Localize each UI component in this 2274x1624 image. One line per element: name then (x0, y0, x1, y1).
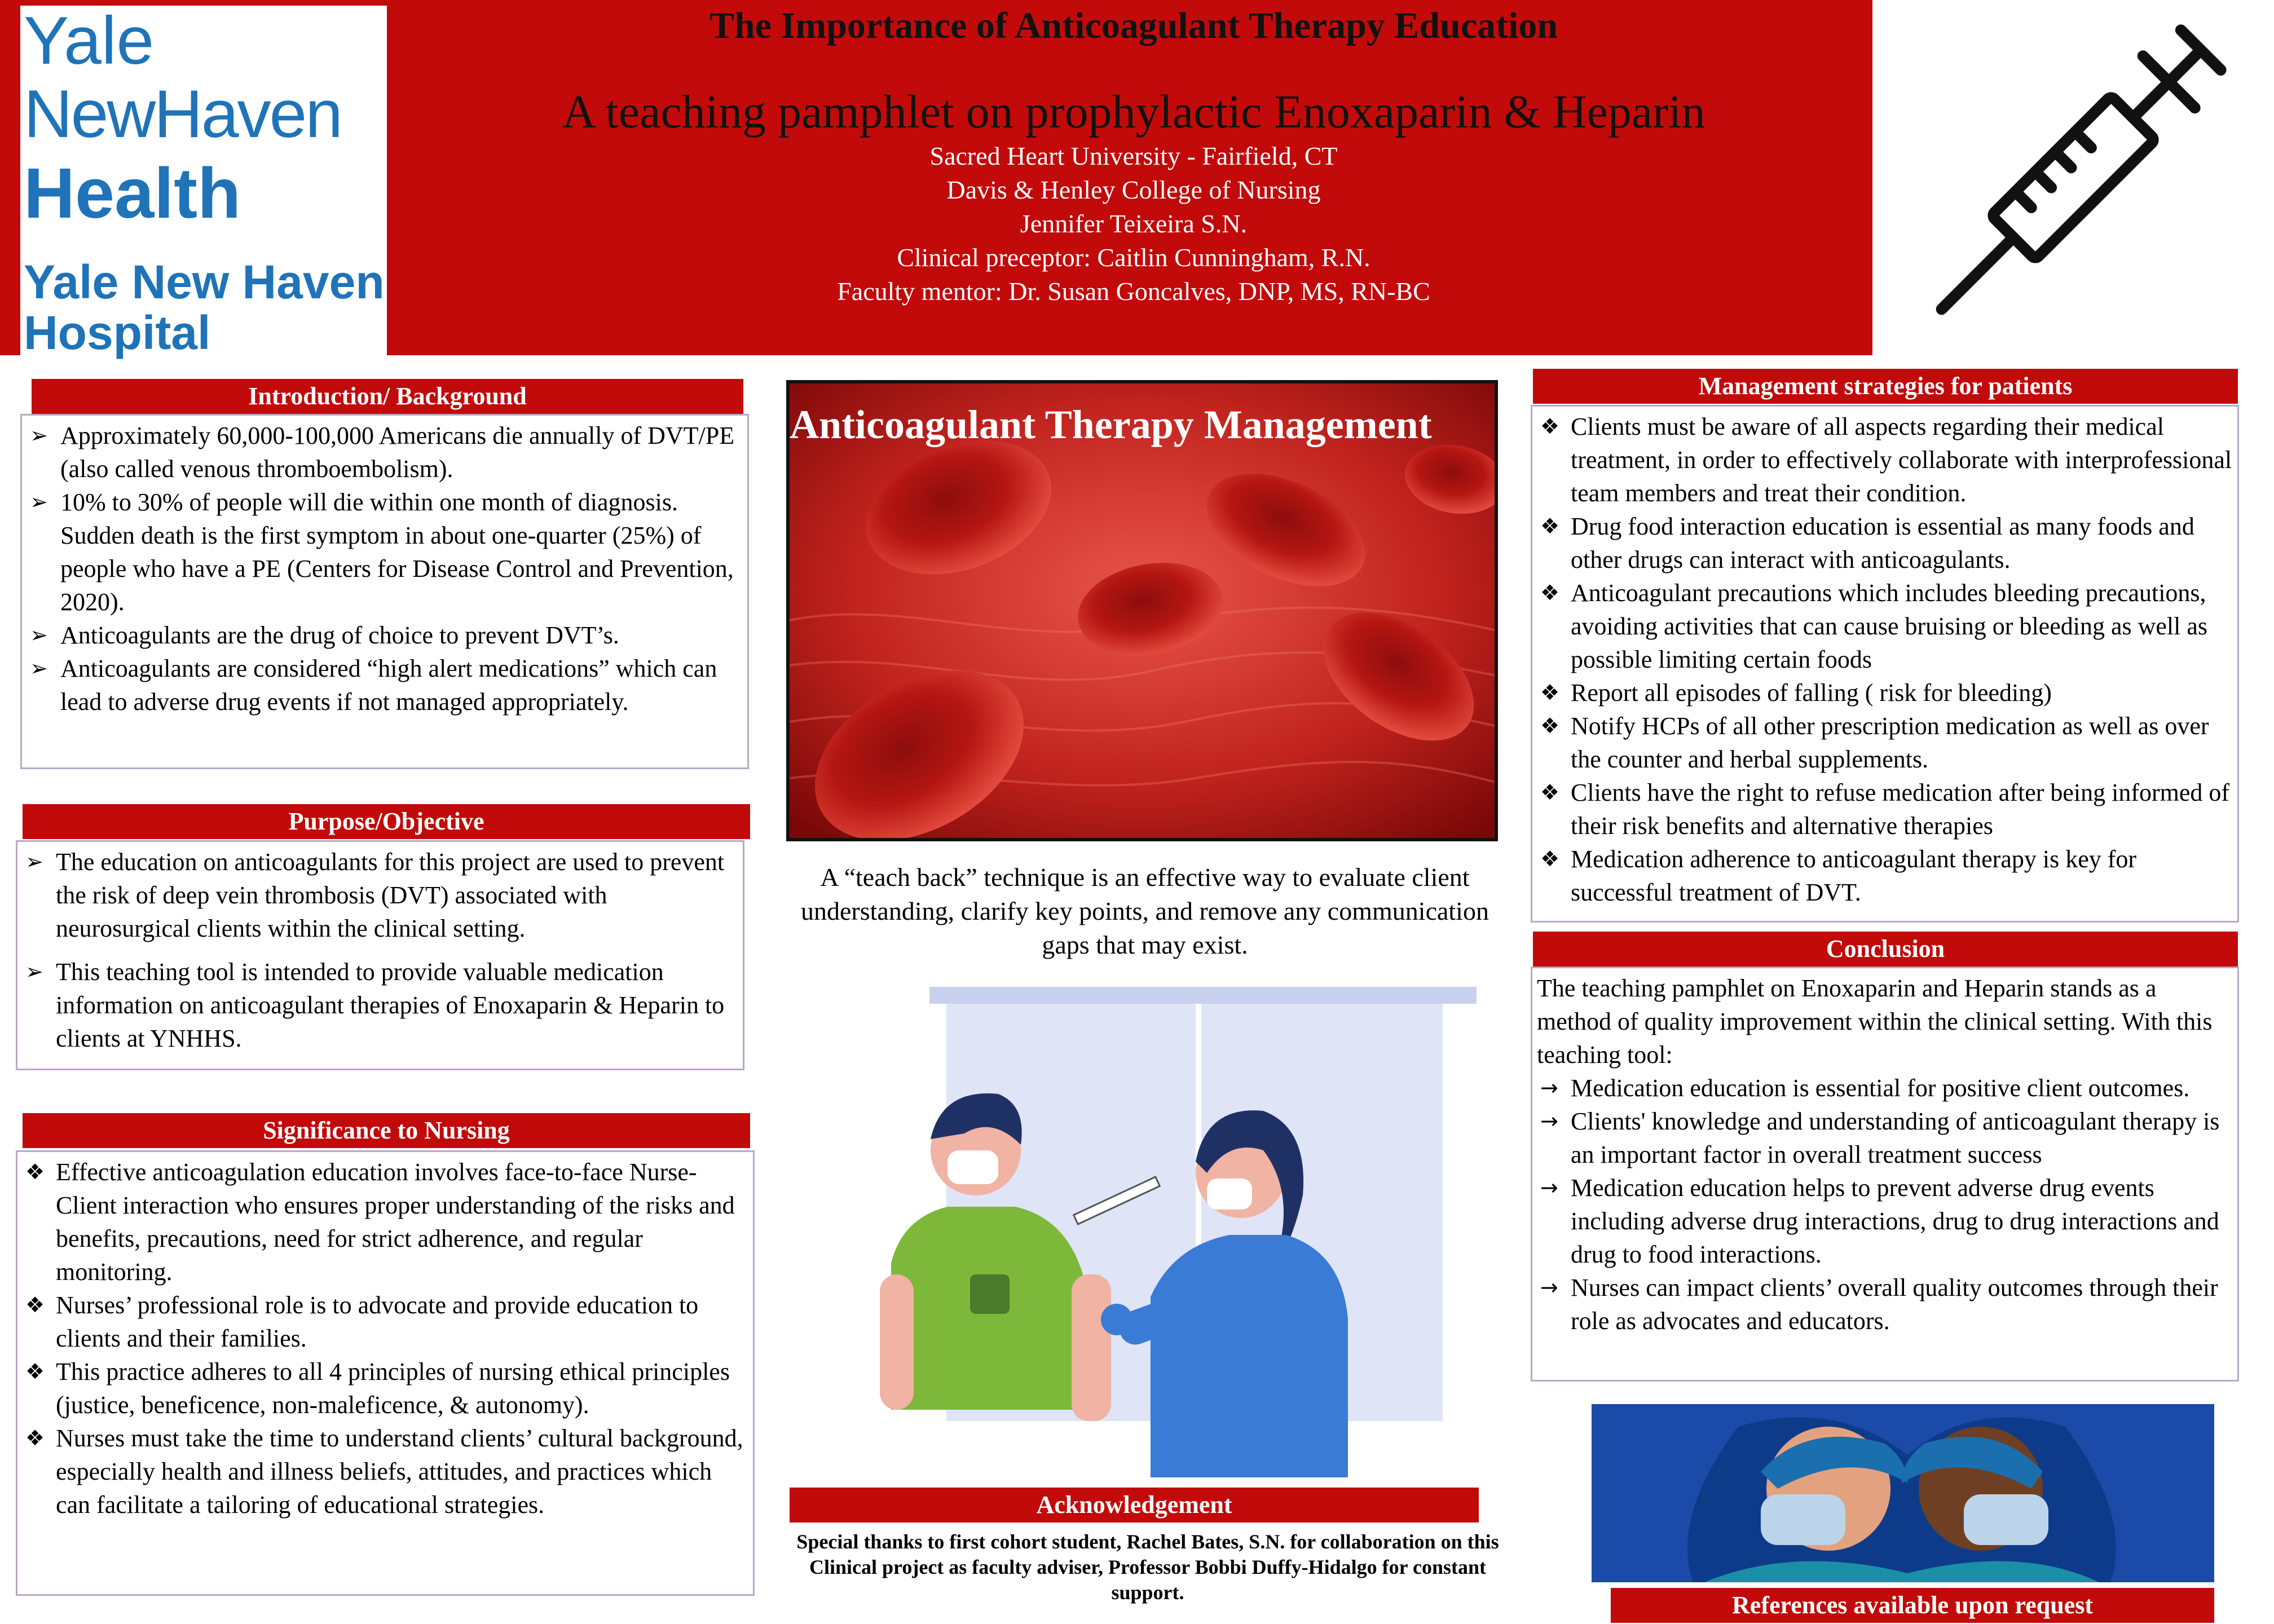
arrow-bullet-icon: ➢ (30, 656, 48, 681)
diamond-bullet-icon: ❖ (1540, 780, 1560, 805)
list-item: ❖ Effective anticoagulation education involves face-to-face Nurse-Client interaction who ensures proper understanding of the risks and benefits, precautions, need for strict adherence, and regular monitoring. (22, 1155, 748, 1288)
arrow-bullet-icon: ➢ (30, 623, 48, 647)
conclusion-box (1531, 967, 2239, 1382)
logo-line: Yale New Haven (24, 255, 385, 308)
acknowledgement-text: Special thanks to first cohort student, Rachel Bates, S.N. for collaboration on this Clinical project as faculty adviser, Professor Bobbi Duffy-Hidalgo for constant support. (796, 1530, 1499, 1604)
purpose-box (16, 840, 744, 1070)
list-item: ➢ Anticoagulants are the drug of choice to prevent DVT’s. (27, 619, 743, 652)
list-item: ❖ Notify HCPs of all other prescription medication as well as over the counter and herbal supplements. (1537, 709, 2233, 776)
list-item: ❖ Clients must be aware of all aspects regarding their medical treatment, in order to effectively collaborate with interprofessional team members and treat their condition. (1537, 410, 2233, 510)
affiliation-line: Jennifer Teixeira S.N. (1020, 209, 1248, 238)
list-item: ❖ Nurses must take the time to understand clients’ cultural background, especially health and illness beliefs, attitudes, and practices which can facilitate a tailoring of educational strategies. (22, 1422, 748, 1521)
list-item: ➢ The education on anticoagulants for this project are used to prevent the risk of deep vein thrombosis (DVT) associated with neurosurgical clients within the clinical setting. (22, 845, 738, 945)
management-heading: Management strategies for patients (1533, 369, 2238, 404)
right-arrow-icon: → (1540, 1275, 1558, 1300)
diamond-bullet-icon: ❖ (25, 1359, 45, 1384)
arrow-bullet-icon: ➢ (30, 423, 48, 448)
list-item: ❖ Clients have the right to refuse medication after being informed of their risk benefits and alternative therapies (1537, 776, 2233, 842)
diamond-bullet-icon: ❖ (1540, 846, 1560, 871)
management-box (1531, 405, 2239, 923)
diamond-bullet-icon: ❖ (1540, 680, 1560, 705)
diamond-bullet-icon: ❖ (1540, 580, 1560, 605)
affiliation-line: Davis & Henley College of Nursing (946, 175, 1321, 204)
list-item: ❖ Anticoagulant precautions which includes bleeding precautions, avoiding activities that can cause bruising or bleeding as well as possible limiting certain foods (1537, 576, 2233, 676)
syringe-panel (1872, 0, 2274, 355)
list-item: → Medication education helps to prevent adverse drug events including adverse drug interactions, drug to drug interactions and drug to food interactions. (1537, 1171, 2233, 1271)
conclusion-heading: Conclusion (1533, 932, 2238, 967)
poster-title: The Importance of Anticoagulant Therapy Education (709, 5, 1558, 46)
list-item: ❖ Drug food interaction education is essential as many foods and other drugs can interact with anticoagulants. (1537, 510, 2233, 576)
logo-line: NewHaven (24, 76, 341, 152)
diamond-bullet-icon: ❖ (25, 1426, 45, 1450)
affiliation-line: Sacred Heart University - Fairfield, CT (929, 142, 1338, 170)
diamond-bullet-icon: ❖ (25, 1159, 45, 1184)
list-item: ❖ Medication adherence to anticoagulant therapy is key for successful treatment of DVT. (1537, 842, 2233, 909)
diamond-bullet-icon: ❖ (25, 1292, 45, 1317)
affiliation-line: Clinical preceptor: Caitlin Cunningham, R.N. (897, 243, 1370, 272)
diamond-bullet-icon: ❖ (1540, 414, 1560, 439)
logo-line: Yale (24, 3, 155, 78)
list-item: → Medication education is essential for positive client outcomes. (1537, 1071, 2233, 1105)
syringe-icon (1872, 0, 2274, 355)
poster-subtitle: A teaching pamphlet on prophylactic Enoxaparin & Heparin (562, 86, 1706, 138)
healthcare-workers-image (1592, 1404, 2214, 1582)
conclusion-intro: The teaching pamphlet on Enoxaparin and Heparin stands as a method of quality improvement within the clinical setting. With this teaching tool: (1537, 974, 2213, 1069)
blood-cells-image (786, 380, 1498, 841)
list-item: ➢ 10% to 30% of people will die within one month of diagnosis. Sudden death is the first symptom in about one-quarter (25%) of people who have a PE (Centers for Disease Control and Prevention, 2020). (27, 486, 743, 619)
purpose-heading: Purpose/Objective (23, 804, 750, 839)
arrow-bullet-icon: ➢ (30, 489, 48, 514)
right-arrow-icon: → (1540, 1175, 1558, 1200)
list-item: ❖ This practice adheres to all 4 principles of nursing ethical principles (justice, beneficence, non-maleficence, & autonomy). (22, 1355, 748, 1422)
yale-logo (20, 3, 387, 359)
affiliation-line: Faculty mentor: Dr. Susan Goncalves, DNP, MS, RN-BC (837, 277, 1430, 306)
list-item: ❖ Report all episodes of falling ( risk for bleeding) (1537, 676, 2233, 709)
arrow-bullet-icon: ➢ (25, 959, 43, 984)
diamond-bullet-icon: ❖ (1540, 713, 1560, 738)
teach-back-text: A “teach back” technique is an effective way to evaluate client understanding, clarify key points, and remove any communication gaps that may exist. (801, 863, 1489, 959)
significance-box (16, 1150, 755, 1596)
diamond-bullet-icon: ❖ (1540, 514, 1560, 539)
blood-cells-illustration (790, 383, 1498, 841)
right-arrow-icon: → (1540, 1075, 1558, 1100)
list-item: → Nurses can impact clients’ overall quality outcomes through their role as advocates and educators. (1537, 1271, 2233, 1338)
acknowledgement-heading: Acknowledgement (790, 1488, 1479, 1522)
references-banner: References available upon request (1611, 1588, 2214, 1623)
significance-heading: Significance to Nursing (23, 1113, 750, 1148)
intro-box (20, 414, 749, 769)
logo-line: Hospital (24, 306, 211, 359)
list-item: ❖ Nurses’ professional role is to advocate and provide education to clients and their families. (22, 1288, 748, 1355)
list-item: ➢ Approximately 60,000-100,000 Americans die annually of DVT/PE (also called venous thromboembolism). (27, 419, 743, 486)
image-title: Anticoagulant Therapy Management (790, 402, 1432, 447)
arrow-bullet-icon: ➢ (25, 849, 43, 874)
right-arrow-icon: → (1540, 1109, 1558, 1133)
logo-line: Health (24, 153, 241, 233)
vaccination-illustration (880, 981, 1478, 1489)
list-item: → Clients' knowledge and understanding of anticoagulant therapy is an important factor in overall treatment success (1537, 1105, 2233, 1171)
intro-heading: Introduction/ Background (32, 379, 743, 414)
list-item: ➢ Anticoagulants are considered “high alert medications” which can lead to adverse drug events if not managed appropriately. (27, 652, 743, 718)
list-item: ➢ This teaching tool is intended to provide valuable medication information on anticoagulant therapies of Enoxaparin & Heparin to clients at YNHHS. (22, 955, 738, 1055)
